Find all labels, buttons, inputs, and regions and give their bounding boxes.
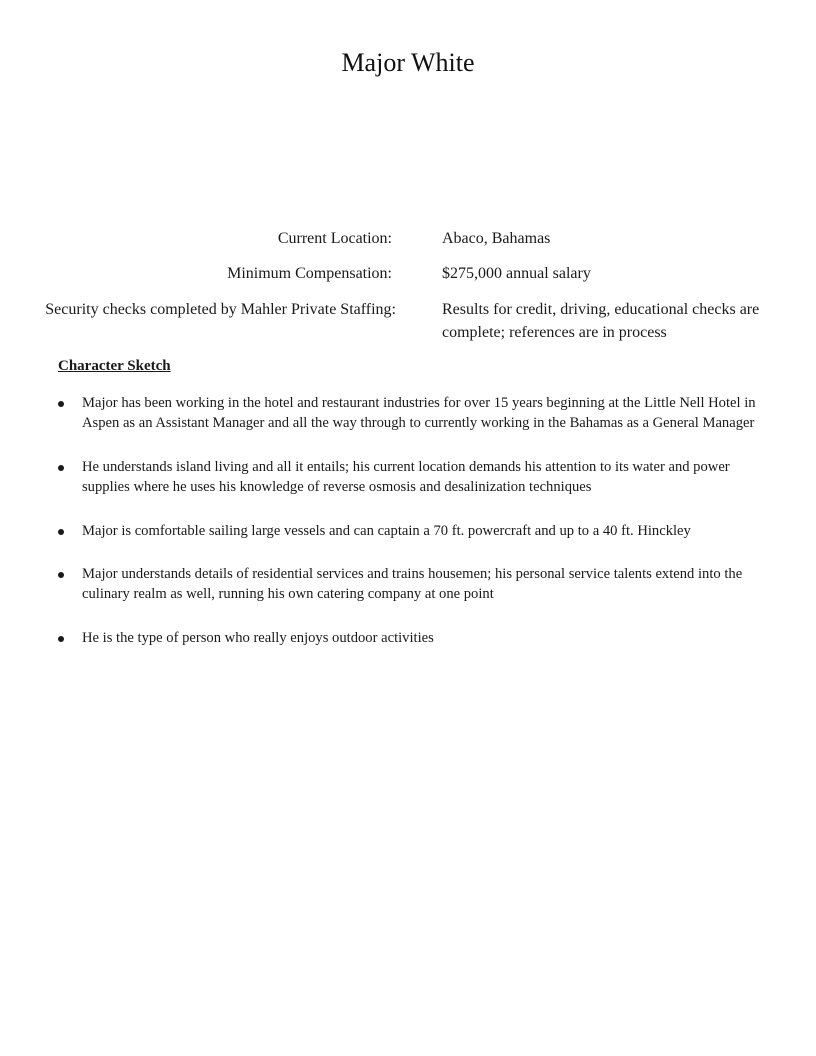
section-heading-character-sketch: Character Sketch: [58, 358, 171, 374]
list-item-text: He understands island living and all it entails; his current location demands his attention to its water and power supplies where he uses his knowledge of reverse osmosis and desalinization techniques: [82, 458, 730, 496]
detail-label: Security checks completed by Mahler Private Staffing:: [45, 301, 396, 318]
detail-value: Abaco, Bahamas: [442, 230, 551, 247]
page-title: Major White: [341, 48, 475, 77]
list-item-text: Major understands details of residential services and trains housemen; his personal service talents extend into the culinary realm as well, running his own catering company at one point: [82, 566, 743, 603]
list-item: [58, 457, 763, 498]
detail-label: Current Location:: [277, 230, 392, 247]
list-item: [58, 393, 763, 434]
list-item-text: Major has been working in the hotel and restaurant industries for over 15 years beginning at the Little Nell Hotel in Aspen as an Assistant Manager and all the way through to currently working in the Bahamas as a General Manager: [82, 395, 756, 432]
list-item: [58, 521, 763, 541]
detail-value: Results for credit, driving, educational checks are complete; references are in process: [442, 301, 760, 341]
list-item-text: He is the type of person who really enjoys outdoor activities: [82, 629, 434, 646]
bullet-icon: [58, 572, 64, 578]
bullet-icon: [58, 465, 64, 471]
character-sketch-list: [58, 393, 763, 671]
list-item: [58, 628, 763, 648]
bullet-icon: [58, 636, 64, 642]
bullet-icon: [58, 401, 64, 407]
bullet-icon: [58, 529, 64, 535]
list-item: [58, 564, 763, 605]
detail-value: $275,000 annual salary: [442, 265, 591, 282]
detail-label: Minimum Compensation:: [227, 265, 392, 282]
list-item-text: Major is comfortable sailing large vessels and can captain a 70 ft. powercraft and up to a 40 ft. Hinckley: [82, 522, 691, 539]
